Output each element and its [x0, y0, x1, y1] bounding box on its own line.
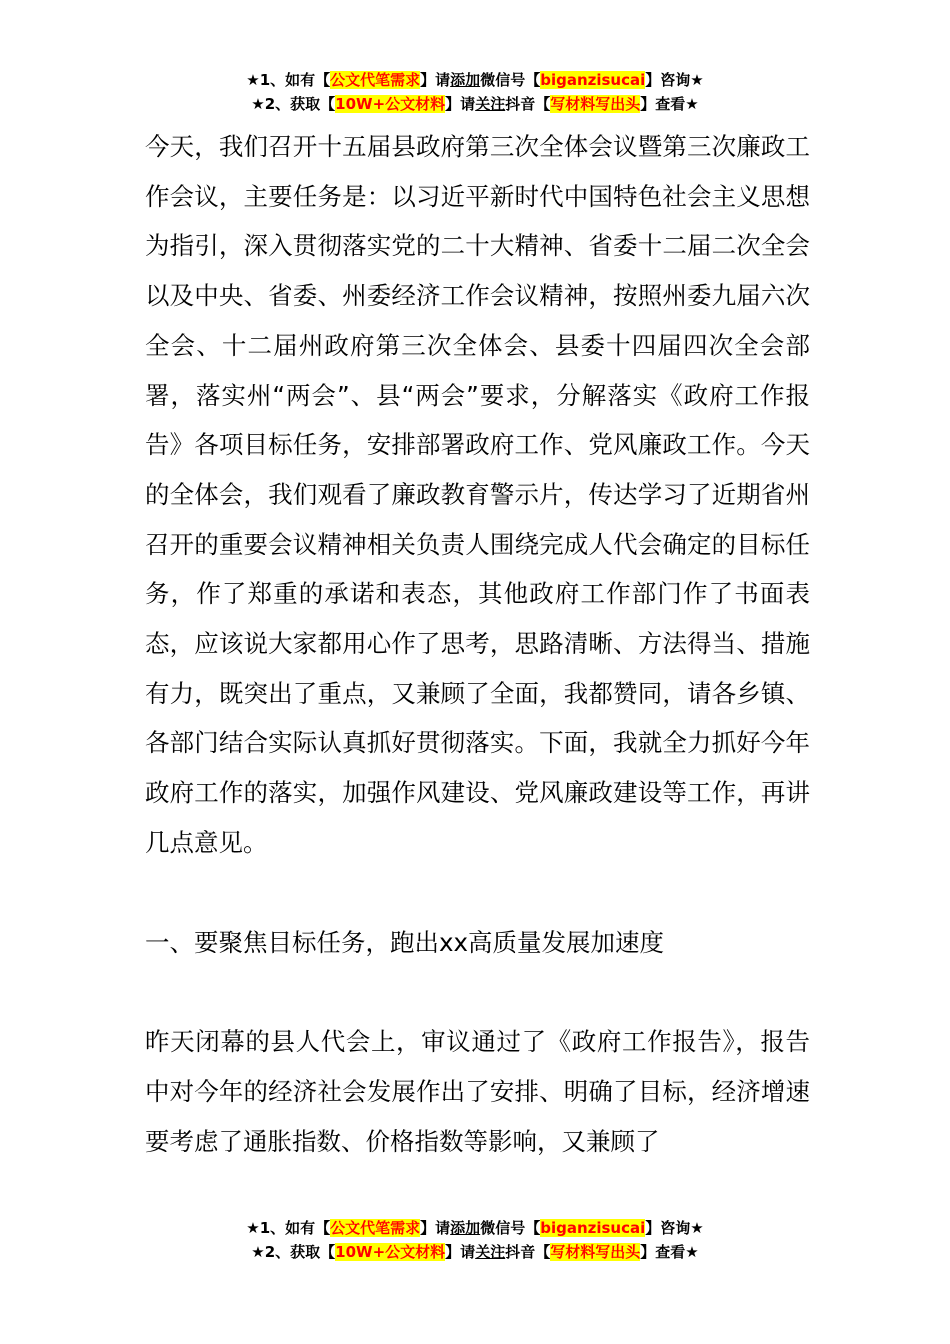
promo-line-2 [0, 1240, 950, 1264]
promo-text: 2、获取【 [264, 1243, 336, 1261]
highlight-service: 公文代笔需求 [330, 71, 421, 89]
document-body [145, 122, 810, 1166]
highlight-service: 公文代笔需求 [330, 1219, 421, 1237]
promo-text: 微信号【 [480, 71, 541, 89]
promo-banner-bottom [0, 1216, 950, 1264]
promo-text: 】请 [420, 1219, 451, 1237]
section-heading: 一、要聚焦目标任务，跑出xx高质量发展加速度 [145, 927, 664, 957]
underlined-text: 关注 [475, 95, 506, 113]
promo-text: 】请 [420, 71, 451, 89]
underlined-text: 添加 [450, 1219, 481, 1237]
underlined-text: 添加 [450, 71, 481, 89]
promo-line-1 [0, 68, 950, 92]
promo-text: 】请 [445, 95, 476, 113]
underlined-text: 关注 [475, 1243, 506, 1261]
star-icon: ★ [251, 95, 265, 113]
paragraph-intro: 今天，我们召开十五届县政府第三次全体会议暨第三次廉政工作会议，主要任务是：以习近平新时代中国特色社会主义思想为指引，深入贯彻落实党的二十大精神、省委十二届二次全会以及中央、省委、州委经济工作会议精神，按照州委九届六次全会、十二届州政府第三次全体会、县委十四届四次全会部署，落实州“两会”、县“两会”要求，分解落实《政府工作报告》各项目标任务，安排部署政府工作、党风廉政工作。今天的全体会，我们观看了廉政教育警示片，传达学习了近期省州召开的重要会议精神相关负责人围绕完成人代会确定的目标任务，作了郑重的承诺和表态，其他政府工作部门作了书面表态，应该说大家都用心作了思考，思路清晰、方法得当、措施有力，既突出了重点，又兼顾了全面，我都赞同，请各乡镇、各部门结合实际认真抓好贯彻落实。下面，我就全力抓好今年政府工作的落实，加强作风建设、党风廉政建设等工作，再讲几点意见。 [145, 132, 810, 857]
promo-line-2 [0, 92, 950, 116]
highlight-materials: 10W+公文材料 [335, 95, 446, 113]
star-icon: ★ [685, 95, 699, 113]
promo-text: 微信号【 [480, 1219, 541, 1237]
promo-text: 2、获取【 [264, 95, 336, 113]
highlight-douyin: 写材料写出头 [550, 1243, 641, 1261]
promo-text: 】查看 [640, 95, 686, 113]
star-icon: ★ [690, 71, 704, 89]
promo-text: 】请 [445, 1243, 476, 1261]
promo-banner-top [0, 68, 950, 116]
promo-text: 】咨询 [645, 71, 691, 89]
star-icon: ★ [246, 71, 260, 89]
paragraph-spacer [145, 967, 810, 1017]
promo-text: 】查看 [640, 1243, 686, 1261]
star-icon: ★ [690, 1219, 704, 1237]
highlight-wechat-id: biganzisucai [540, 71, 646, 89]
promo-text: 1、如有【 [259, 71, 331, 89]
star-icon: ★ [251, 1243, 265, 1261]
paragraph-spacer [145, 868, 810, 918]
star-icon: ★ [246, 1219, 260, 1237]
highlight-douyin: 写材料写出头 [550, 95, 641, 113]
star-icon: ★ [685, 1243, 699, 1261]
highlight-materials: 10W+公文材料 [335, 1243, 446, 1261]
promo-text: 抖音【 [505, 95, 551, 113]
promo-text: 1、如有【 [259, 1219, 331, 1237]
paragraph-section1: 昨天闭幕的县人代会上，审议通过了《政府工作报告》，报告中对今年的经济社会发展作出了安排、明确了目标，经济增速要考虑了通胀指数、价格指数等影响，又兼顾了 [145, 1027, 810, 1156]
promo-text: 】咨询 [645, 1219, 691, 1237]
promo-line-1 [0, 1216, 950, 1240]
promo-text: 抖音【 [505, 1243, 551, 1261]
highlight-wechat-id: biganzisucai [540, 1219, 646, 1237]
